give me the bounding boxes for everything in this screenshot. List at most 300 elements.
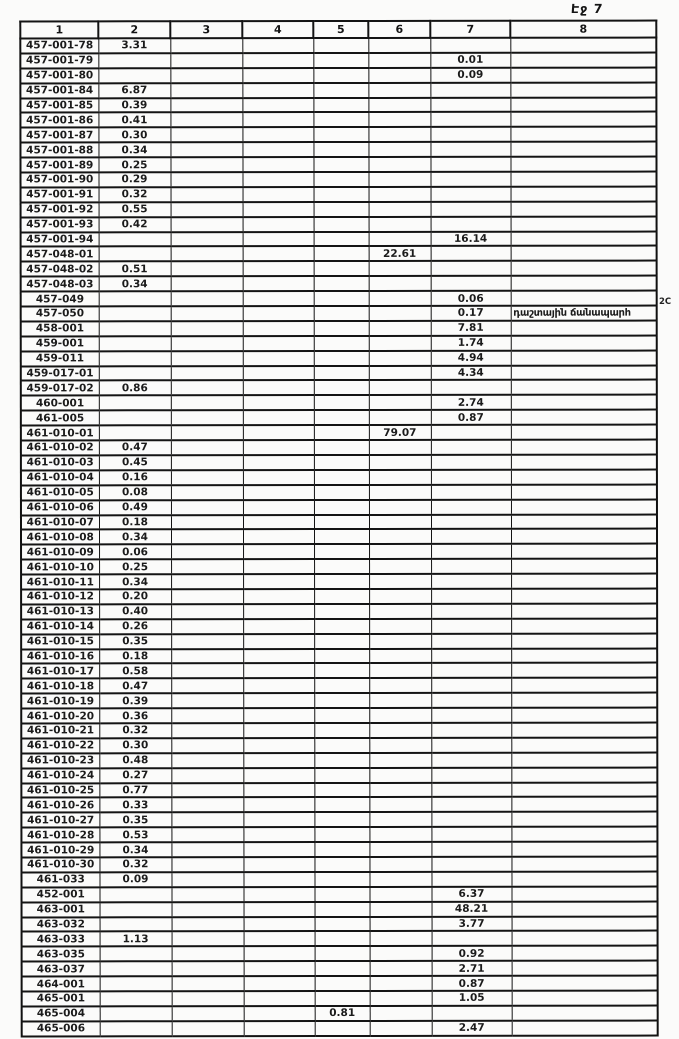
value-cell-col7 — [430, 82, 510, 97]
value-cell-col8 — [511, 350, 657, 365]
value-cell-col8 — [511, 261, 657, 276]
value-cell-col6 — [369, 782, 431, 797]
value-cell-col5 — [314, 380, 369, 395]
value-cell-col6 — [368, 142, 430, 157]
value-cell-col5 — [314, 306, 369, 321]
value-cell-col5 — [315, 931, 370, 946]
value-cell-col7 — [431, 455, 511, 470]
value-cell-col5 — [314, 261, 369, 276]
value-cell-col4 — [242, 127, 313, 142]
value-cell-col7: 0.01 — [430, 53, 510, 68]
value-cell-col3 — [171, 768, 243, 783]
value-cell-col7 — [431, 753, 511, 768]
row-code-cell: 457-001-89 — [20, 157, 98, 172]
value-cell-col2: 0.18 — [99, 515, 171, 530]
value-cell-col4 — [243, 783, 314, 798]
value-cell-col3 — [171, 500, 243, 515]
value-cell-col8 — [511, 380, 657, 395]
value-cell-col8 — [512, 931, 658, 946]
value-cell-col2: 0.32 — [99, 187, 171, 202]
value-cell-col2: 0.32 — [99, 857, 171, 872]
value-cell-col8 — [511, 648, 657, 663]
value-cell-col7 — [431, 276, 511, 291]
value-cell-col8 — [512, 976, 658, 991]
table-row — [22, 946, 658, 962]
value-cell-col6 — [369, 276, 431, 291]
row-code-cell: 461-010-10 — [21, 560, 99, 575]
value-cell-col5 — [315, 976, 370, 991]
table-row — [22, 931, 658, 947]
value-cell-col7 — [431, 589, 511, 604]
row-code-cell: 461-010-05 — [21, 485, 99, 500]
value-cell-col2: 0.39 — [99, 693, 171, 708]
value-cell-col5 — [313, 38, 368, 53]
value-cell-col6 — [369, 753, 431, 768]
table-row — [20, 97, 656, 113]
value-cell-col5 — [314, 723, 369, 738]
header-cell-col1: 1 — [20, 21, 98, 38]
value-cell-col7: 2.47 — [432, 1021, 512, 1036]
value-cell-col7 — [431, 842, 511, 857]
value-cell-col5 — [314, 485, 369, 500]
value-cell-col5 — [314, 246, 369, 261]
row-code-cell: 457-048-01 — [21, 247, 99, 262]
table-body — [20, 38, 657, 1037]
value-cell-col7 — [431, 648, 511, 663]
value-cell-col5 — [315, 917, 370, 932]
table-row — [21, 767, 657, 783]
value-cell-col7 — [431, 187, 511, 202]
value-cell-col7: 0.87 — [431, 410, 511, 425]
value-cell-col3 — [171, 261, 243, 276]
value-cell-col8 — [511, 231, 657, 246]
value-cell-col2: 6.87 — [98, 83, 170, 98]
value-cell-col4 — [244, 917, 315, 932]
header-cell-col5: 5 — [313, 21, 368, 38]
value-cell-col4 — [243, 381, 314, 396]
value-cell-col6 — [369, 321, 431, 336]
value-cell-col6 — [369, 351, 431, 366]
value-cell-col8 — [511, 365, 657, 380]
value-cell-col8 — [511, 723, 657, 738]
value-cell-col7 — [431, 618, 511, 633]
value-cell-col6 — [369, 499, 431, 514]
value-cell-col8 — [511, 663, 657, 678]
value-cell-col7 — [431, 574, 511, 589]
value-cell-col4 — [243, 619, 314, 634]
value-cell-col4 — [243, 842, 314, 857]
value-cell-col5 — [314, 276, 369, 291]
value-cell-col7 — [431, 663, 511, 678]
value-cell-col3 — [171, 827, 243, 842]
value-cell-col2: 0.25 — [99, 559, 171, 574]
table-row — [20, 52, 656, 68]
table-row — [20, 157, 656, 173]
value-cell-col7: 6.37 — [432, 887, 512, 902]
value-cell-col4 — [243, 232, 314, 247]
row-code-cell: 461-010-08 — [21, 530, 99, 545]
value-cell-col4 — [243, 738, 314, 753]
value-cell-col5 — [314, 172, 369, 187]
value-cell-col6 — [369, 604, 431, 619]
table-row — [21, 842, 657, 858]
value-cell-col2 — [100, 961, 172, 976]
row-code-cell: 459-001 — [21, 336, 99, 351]
value-cell-col3 — [171, 693, 243, 708]
value-cell-col3 — [170, 142, 242, 157]
value-cell-col6 — [369, 187, 431, 202]
value-cell-col7: 1.74 — [431, 336, 511, 351]
value-cell-col5 — [314, 574, 369, 589]
value-cell-col5 — [313, 53, 368, 68]
value-cell-col6 — [370, 1006, 432, 1021]
value-cell-col3 — [170, 113, 242, 128]
value-cell-col7 — [431, 723, 511, 738]
row-code-cell: 457-001-87 — [20, 128, 98, 143]
value-cell-col6 — [369, 440, 431, 455]
value-cell-col3 — [171, 172, 243, 187]
table-row — [21, 201, 657, 217]
value-cell-col3 — [171, 455, 243, 470]
value-cell-col5 — [314, 321, 369, 336]
value-cell-col3 — [170, 68, 242, 83]
value-cell-col7 — [431, 544, 511, 559]
value-cell-col8 — [511, 335, 657, 350]
value-cell-col6 — [369, 559, 431, 574]
value-cell-col2: 0.58 — [99, 664, 171, 679]
value-cell-col4 — [243, 351, 314, 366]
table-row — [21, 454, 657, 470]
value-cell-col7 — [431, 738, 511, 753]
value-cell-col2 — [100, 991, 172, 1006]
value-cell-col4 — [242, 98, 313, 113]
value-cell-col8 — [511, 291, 657, 306]
value-cell-col5 — [314, 753, 369, 768]
value-cell-col2: 3.31 — [98, 38, 170, 53]
row-code-cell: 457-001-85 — [20, 98, 98, 113]
value-cell-col5 — [314, 514, 369, 529]
value-cell-col4 — [243, 604, 314, 619]
value-cell-col7 — [431, 172, 511, 187]
value-cell-col6 — [369, 812, 431, 827]
value-cell-col2 — [99, 306, 171, 321]
row-code-cell: 461-010-22 — [21, 738, 99, 753]
row-code-cell: 457-001-86 — [20, 113, 98, 128]
table-row — [21, 603, 657, 619]
value-cell-col6 — [369, 723, 431, 738]
row-code-cell: 457-001-94 — [21, 232, 99, 247]
table-row — [21, 589, 657, 605]
value-cell-col2 — [98, 68, 170, 83]
value-cell-col4 — [243, 872, 314, 887]
value-cell-col3 — [171, 396, 243, 411]
value-cell-col2 — [100, 1021, 172, 1036]
value-cell-col8 — [511, 246, 657, 261]
value-cell-col3 — [172, 961, 244, 976]
value-cell-col7 — [431, 767, 511, 782]
value-cell-col7: 4.94 — [431, 350, 511, 365]
value-cell-col4 — [243, 589, 314, 604]
value-cell-col2 — [99, 321, 171, 336]
value-cell-col3 — [171, 812, 243, 827]
value-cell-col8 — [511, 395, 657, 410]
table-row — [20, 82, 656, 98]
value-cell-col7 — [431, 797, 511, 812]
table-row — [22, 1005, 658, 1021]
value-cell-col5 — [314, 768, 369, 783]
value-cell-col6 — [369, 589, 431, 604]
value-cell-col4 — [243, 440, 314, 455]
value-cell-col4 — [243, 649, 314, 664]
header-cell-col8: 8 — [510, 21, 656, 38]
value-cell-col3 — [172, 902, 244, 917]
row-code-cell: 457-050 — [21, 306, 99, 321]
value-cell-col7: 0.87 — [432, 976, 512, 991]
row-code-cell: 464-001 — [22, 976, 100, 991]
value-cell-col5 — [314, 842, 369, 857]
value-cell-col8 — [511, 767, 657, 782]
table-row — [21, 261, 657, 277]
value-cell-col4 — [243, 574, 314, 589]
value-cell-col7: 0.06 — [431, 291, 511, 306]
value-cell-col2: 0.45 — [99, 455, 171, 470]
value-cell-col2: 0.47 — [99, 440, 171, 455]
value-cell-col6 — [369, 827, 431, 842]
value-cell-col4 — [243, 663, 314, 678]
value-cell-col2: 0.18 — [99, 649, 171, 664]
value-cell-col8 — [511, 499, 657, 514]
value-cell-col4 — [243, 827, 314, 842]
value-cell-col8 — [512, 1020, 658, 1035]
row-code-cell: 461-010-12 — [21, 589, 99, 604]
value-cell-col2: 0.48 — [99, 753, 171, 768]
value-cell-col3 — [171, 202, 243, 217]
value-cell-col8 — [511, 172, 657, 187]
value-cell-col4 — [243, 515, 314, 530]
value-cell-col4 — [242, 38, 313, 53]
value-cell-col5 — [313, 83, 368, 98]
value-cell-col6 — [368, 68, 430, 83]
value-cell-col3 — [171, 798, 243, 813]
value-cell-col3 — [172, 917, 244, 932]
table-row — [21, 514, 657, 530]
value-cell-col3 — [172, 932, 244, 947]
table-row — [21, 559, 657, 575]
value-cell-col2: 0.30 — [99, 738, 171, 753]
value-cell-col8 — [511, 797, 657, 812]
row-code-cell: 461-010-19 — [21, 694, 99, 709]
value-cell-col2: 0.34 — [99, 530, 171, 545]
value-cell-col8 — [510, 67, 656, 82]
value-cell-col6 — [369, 455, 431, 470]
value-cell-col7 — [431, 559, 511, 574]
table-row — [22, 916, 658, 932]
value-cell-col6: 79.07 — [369, 425, 431, 440]
row-code-cell: 461-005 — [21, 411, 99, 426]
value-cell-col6 — [369, 306, 431, 321]
value-cell-col2 — [99, 411, 171, 426]
value-cell-col5 — [314, 202, 369, 217]
value-cell-col8 — [511, 216, 657, 231]
value-cell-col4 — [244, 946, 315, 961]
value-cell-col6 — [369, 336, 431, 351]
table-row — [21, 306, 657, 322]
value-cell-col4 — [243, 470, 314, 485]
value-cell-col7 — [431, 872, 511, 887]
row-code-cell: 461-033 — [21, 872, 99, 887]
value-cell-col8 — [511, 574, 657, 589]
value-cell-col3 — [171, 336, 243, 351]
value-cell-col2 — [100, 947, 172, 962]
row-code-cell: 460-001 — [21, 396, 99, 411]
value-cell-col6 — [369, 395, 431, 410]
value-cell-col5 — [314, 634, 369, 649]
row-code-cell: 457-001-90 — [21, 172, 99, 187]
value-cell-col4 — [243, 202, 314, 217]
row-code-cell: 457-001-78 — [20, 38, 98, 53]
value-cell-col2: 0.32 — [99, 723, 171, 738]
value-cell-col5 — [314, 366, 369, 381]
value-cell-col6 — [368, 53, 430, 68]
row-code-cell: 461-010-28 — [21, 828, 99, 843]
table-row — [21, 231, 657, 247]
value-cell-col8 — [512, 946, 658, 961]
value-cell-col2: 0.27 — [99, 768, 171, 783]
row-code-cell: 461-010-07 — [21, 515, 99, 530]
value-cell-col3 — [171, 232, 243, 247]
value-cell-col5 — [314, 857, 369, 872]
value-cell-col3 — [171, 276, 243, 291]
value-cell-col5 — [314, 782, 369, 797]
row-code-cell: 461-010-20 — [21, 708, 99, 723]
row-code-cell: 457-001-93 — [21, 217, 99, 232]
value-cell-col2: 0.36 — [99, 708, 171, 723]
value-cell-col4 — [243, 634, 314, 649]
value-cell-col6 — [368, 127, 430, 142]
value-cell-col2 — [100, 917, 172, 932]
value-cell-col3 — [171, 708, 243, 723]
row-code-cell: 459-017-02 — [21, 381, 99, 396]
value-cell-col3 — [172, 976, 244, 991]
value-cell-col6 — [370, 946, 432, 961]
value-cell-col8 — [511, 693, 657, 708]
value-cell-col4 — [243, 291, 314, 306]
table-row — [20, 67, 656, 83]
value-cell-col2: 0.08 — [99, 485, 171, 500]
value-cell-col3 — [172, 991, 244, 1006]
value-cell-col8 — [511, 737, 657, 752]
table-row — [21, 618, 657, 634]
value-cell-col4 — [243, 306, 314, 321]
value-cell-col3 — [171, 559, 243, 574]
value-cell-col5 — [314, 648, 369, 663]
table-row — [21, 678, 657, 694]
value-cell-col2: 0.35 — [99, 634, 171, 649]
table-row — [21, 380, 657, 396]
row-code-cell: 461-010-17 — [21, 664, 99, 679]
value-cell-col8 — [511, 529, 657, 544]
table-row — [21, 663, 657, 679]
value-cell-col3 — [171, 321, 243, 336]
value-cell-col6 — [369, 291, 431, 306]
value-cell-col4 — [243, 172, 314, 187]
value-cell-col5 — [314, 425, 369, 440]
row-code-cell: 461-010-11 — [21, 574, 99, 589]
value-cell-col7: 7.81 — [431, 321, 511, 336]
value-cell-col8 — [510, 127, 656, 142]
table-row — [21, 350, 657, 366]
value-cell-col3 — [171, 291, 243, 306]
value-cell-col7 — [430, 38, 510, 53]
value-cell-col3 — [172, 1006, 244, 1021]
table-row — [22, 1020, 658, 1036]
table-row — [21, 395, 657, 411]
value-cell-col4 — [243, 455, 314, 470]
value-cell-col5 — [315, 946, 370, 961]
value-cell-col3 — [171, 440, 243, 455]
value-cell-col8 — [511, 559, 657, 574]
value-cell-col3 — [171, 530, 243, 545]
value-cell-col3 — [171, 351, 243, 366]
value-cell-col3 — [171, 425, 243, 440]
value-cell-col4 — [243, 410, 314, 425]
value-cell-col3 — [171, 589, 243, 604]
table-row — [22, 886, 658, 902]
value-cell-col7 — [431, 261, 511, 276]
value-cell-col5: 0.81 — [315, 1006, 370, 1021]
value-cell-col7 — [431, 812, 511, 827]
value-cell-col3 — [171, 842, 243, 857]
value-cell-col2: 0.42 — [99, 217, 171, 232]
value-cell-col3 — [172, 1021, 244, 1036]
value-cell-col4 — [242, 83, 313, 98]
value-cell-col7: 0.09 — [430, 68, 510, 83]
value-cell-col6 — [369, 574, 431, 589]
value-cell-col8 — [511, 782, 657, 797]
value-cell-col6 — [369, 202, 431, 217]
value-cell-col3 — [171, 574, 243, 589]
table-row — [21, 752, 657, 768]
table-row — [21, 216, 657, 232]
row-code-cell: 457-001-88 — [20, 143, 98, 158]
row-code-cell: 465-006 — [22, 1021, 100, 1036]
value-cell-col5 — [314, 738, 369, 753]
value-cell-col5 — [314, 291, 369, 306]
value-cell-col2 — [99, 232, 171, 247]
value-cell-col5 — [314, 604, 369, 619]
margin-mark: 2C — [659, 297, 672, 307]
value-cell-col8 — [512, 916, 658, 931]
value-cell-col5 — [314, 544, 369, 559]
value-cell-col4 — [243, 812, 314, 827]
value-cell-col4 — [243, 559, 314, 574]
row-code-cell: 461-010-23 — [21, 753, 99, 768]
table-row — [21, 827, 657, 843]
value-cell-col7: 3.77 — [432, 916, 512, 931]
value-cell-col8 — [511, 484, 657, 499]
row-code-cell: 461-010-13 — [21, 604, 99, 619]
value-cell-col5 — [313, 142, 368, 157]
value-cell-col6 — [369, 544, 431, 559]
value-cell-col2: 0.29 — [99, 172, 171, 187]
value-cell-col8 — [511, 320, 657, 335]
table-row — [22, 991, 658, 1007]
value-cell-col8 — [510, 157, 656, 172]
value-cell-col2 — [99, 291, 171, 306]
value-cell-col5 — [314, 455, 369, 470]
value-cell-col5 — [314, 589, 369, 604]
value-cell-col6 — [369, 768, 431, 783]
